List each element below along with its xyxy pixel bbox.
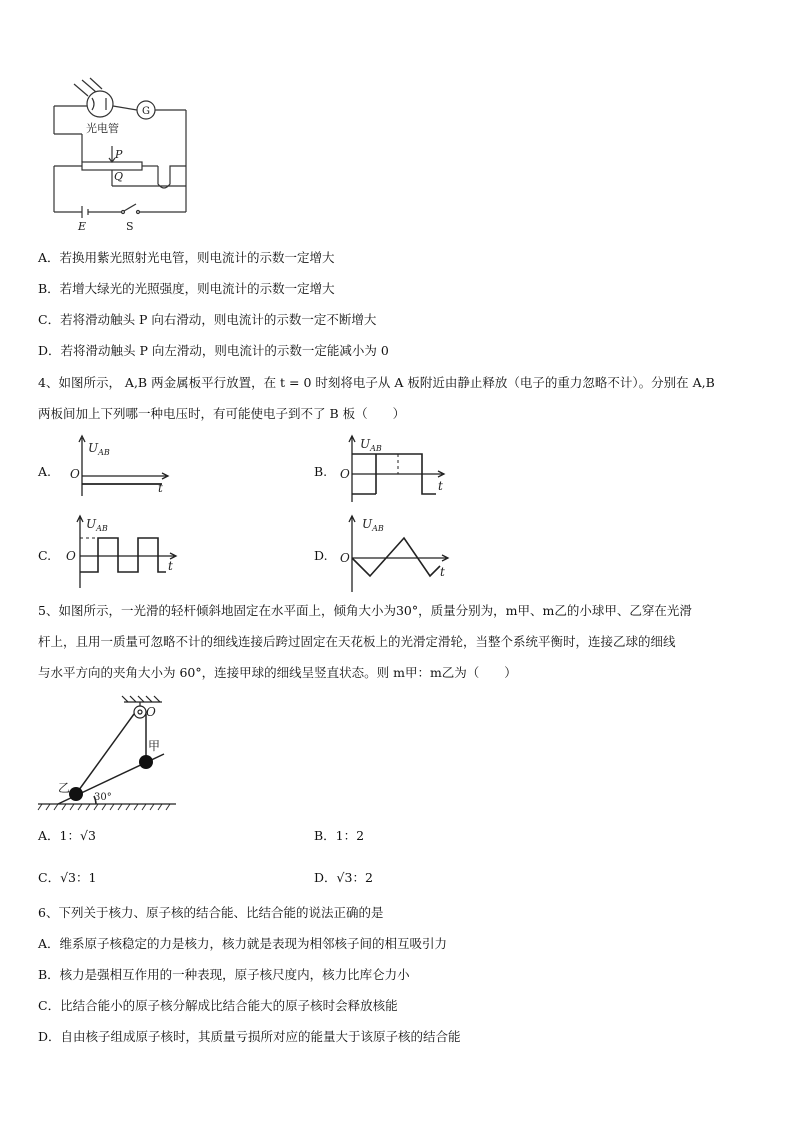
q6-stem: 6、下列关于核力、原子核的结合能、比结合能的说法正确的是	[38, 905, 384, 920]
galvanometer-label: G	[142, 106, 150, 117]
q3-option-d: D．若将滑动触头 P 向左滑动，则电流计的示数一定能减小为 0	[38, 343, 389, 358]
q5-stem-line3: 与水平方向的夹角大小为 60°，连接甲球的细线呈竖直状态。则 m甲：m乙为（ ）	[38, 665, 517, 680]
q4-label-c: C.	[38, 548, 52, 563]
q6-option-a: A．维系原子核稳定的力是核力，核力就是表现为相邻核子间的相互吸引力	[38, 936, 448, 951]
svg-text:O: O	[340, 467, 350, 481]
q5-option-a: A．1：√3	[38, 828, 96, 843]
pulley-o-label: O	[146, 705, 156, 719]
q4-label-a: A.	[38, 464, 52, 479]
battery-e-label: E	[78, 220, 87, 233]
q4-stem-line2: 两板间加上下列哪一种电压时，有可能使电子到不了 B 板（ ）	[38, 406, 406, 421]
q5-option-d: D．√3：2	[314, 870, 373, 885]
svg-text:UAB: $U_{AB}$	[360, 437, 382, 453]
svg-text:t: t	[158, 481, 163, 495]
q4-graph-a	[62, 434, 172, 498]
q4-graph-c	[62, 514, 182, 590]
q5-option-c: C．√3：1	[38, 870, 97, 885]
q6-option-c: C．比结合能小的原子核分解成比结合能大的原子核时会释放核能	[38, 998, 398, 1013]
point-q-label: Q	[114, 170, 124, 183]
q5-incline-pulley-figure	[36, 694, 216, 814]
q6-option-b: B．核力是强相互作用的一种表现，原子核尺度内，核力比库仑力小	[38, 967, 410, 982]
svg-text:UAB: $U_{AB}$	[88, 441, 110, 457]
svg-text:UAB: $U_{AB}$	[86, 517, 108, 533]
q3-option-b: B．若增大绿光的光照强度，则电流计的示数一定增大	[38, 281, 335, 296]
q5-stem-line1: 5、如图所示，一光滑的轻杆倾斜地固定在水平面上，倾角大小为30°，质量分别为，m甲、m乙的小球甲、乙穿在光滑	[38, 603, 692, 618]
q5-stem-line2: 杆上，且用一质量可忽略不计的细线连接后跨过固定在天花板上的光滑定滑轮，当整个系统平衡时，连接乙球的细线	[38, 634, 676, 649]
q4-label-d: D.	[314, 548, 328, 563]
ball-jia-label: 甲	[148, 739, 161, 753]
q5-option-b: B．1：2	[314, 828, 365, 843]
q6-option-d: D．自由核子组成原子核时，其质量亏损所对应的能量大于该原子核的结合能	[38, 1029, 461, 1044]
q3-option-c: C．若将滑动触头 P 向右滑动，则电流计的示数一定不断增大	[38, 312, 377, 327]
q4-graph-b	[338, 434, 448, 504]
svg-text:UAB: $U_{AB}$	[362, 517, 384, 533]
ball-yi-label: 乙	[58, 781, 71, 795]
angle-30-label: 30°	[94, 792, 112, 803]
q4-label-b: B.	[314, 464, 328, 479]
svg-text:O: O	[340, 551, 350, 565]
q4-graph-d	[338, 514, 454, 594]
svg-text:t: t	[438, 479, 443, 493]
photocell-circuit-figure	[40, 76, 210, 236]
svg-text:t: t	[440, 565, 445, 579]
svg-text:O: O	[70, 467, 80, 481]
svg-text:O: O	[66, 549, 76, 563]
svg-text:t: t	[168, 559, 173, 573]
switch-s-label: S	[126, 220, 134, 233]
slider-p-label: P	[115, 148, 123, 161]
tube-label: 光电管	[86, 122, 119, 135]
q3-option-a: A．若换用紫光照射光电管，则电流计的示数一定增大	[38, 250, 335, 265]
q4-stem-line1: 4、如图所示， A,B 两金属板平行放置，在 t = 0 时刻将电子从 A 板附近由静止释放（电子的重力忽略不计）。分别在 A,B	[38, 375, 715, 390]
